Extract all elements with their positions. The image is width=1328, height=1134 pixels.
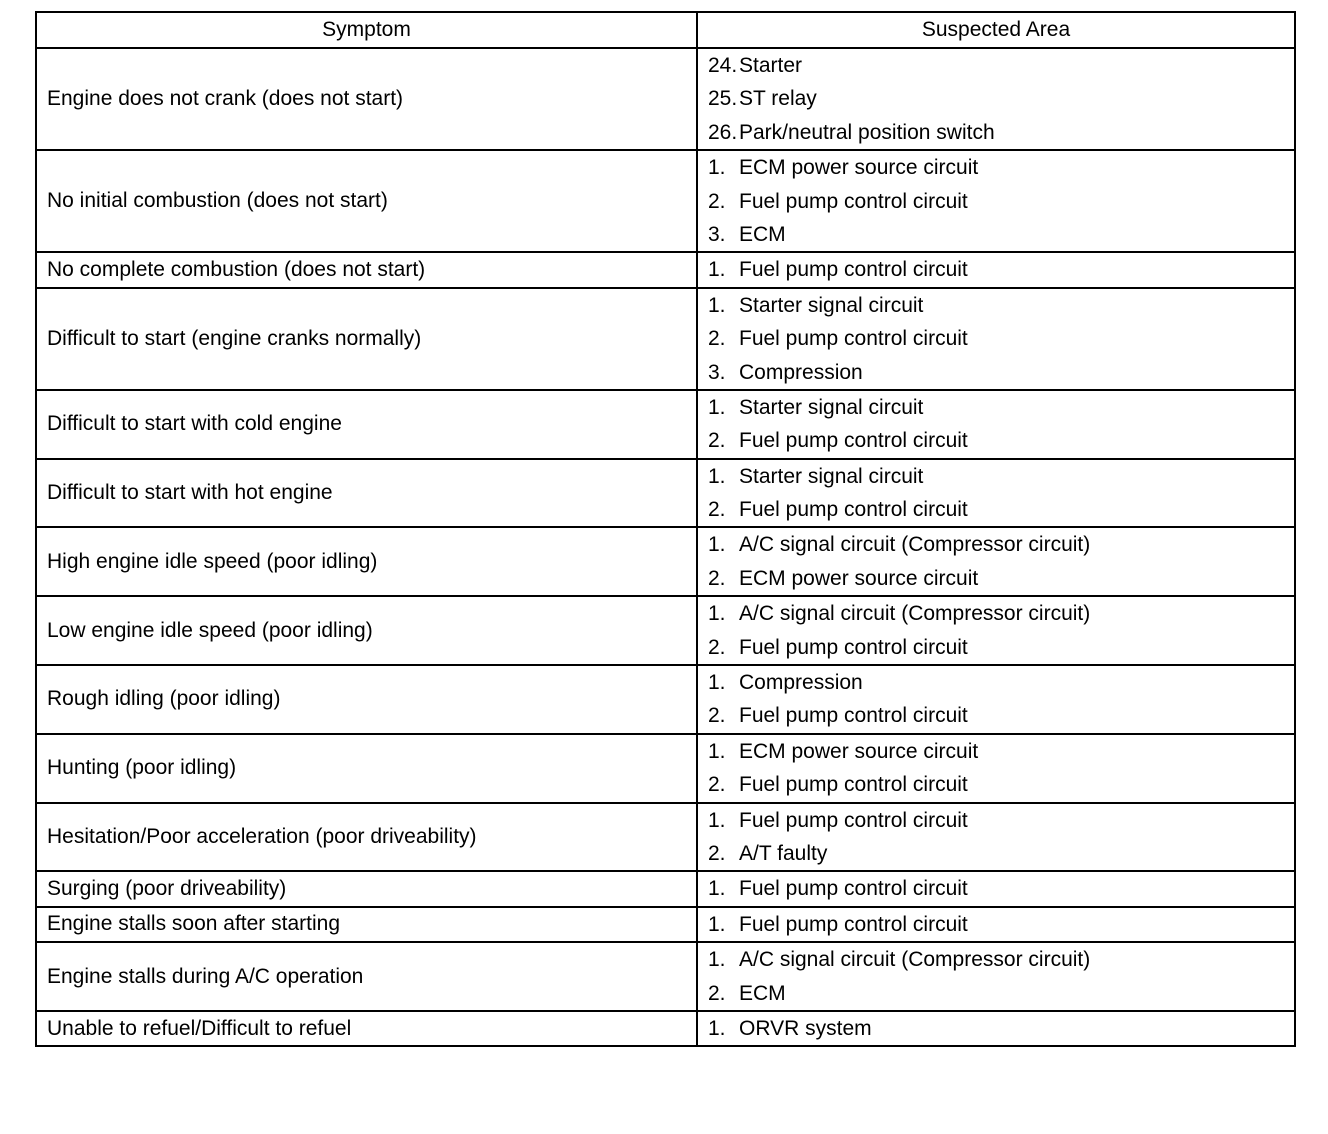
table-row xyxy=(36,150,1295,252)
table-row xyxy=(36,1011,1295,1046)
symptom-cell: No complete combustion (does not start) xyxy=(36,252,697,287)
item-text: Fuel pump control circuit xyxy=(739,912,968,936)
suspected-area-item xyxy=(708,943,1294,976)
table-row xyxy=(36,871,1295,906)
item-text: ECM power source circuit xyxy=(739,156,979,180)
suspected-area-item xyxy=(708,493,1294,526)
table-row xyxy=(36,252,1295,287)
item-text: A/C signal circuit (Compressor circuit) xyxy=(739,602,1091,626)
suspected-area-item xyxy=(708,837,1294,870)
item-number: 2. xyxy=(708,841,726,865)
suspected-area-cell xyxy=(697,1011,1295,1046)
table-row xyxy=(36,527,1295,596)
item-number: 1. xyxy=(708,293,726,317)
item-text: Park/neutral position switch xyxy=(739,120,995,144)
suspected-area-item xyxy=(708,1012,1294,1045)
symptom-cell: Hesitation/Poor acceleration (poor driveability) xyxy=(36,803,697,872)
item-number: 1. xyxy=(708,258,726,282)
item-number: 1. xyxy=(708,877,726,901)
suspected-area-item xyxy=(708,82,1294,115)
item-number: 3. xyxy=(708,222,726,246)
suspected-area-item xyxy=(708,977,1294,1010)
table-row xyxy=(36,734,1295,803)
item-text: Fuel pump control circuit xyxy=(739,258,968,282)
item-text: A/T faulty xyxy=(739,841,828,865)
table-row xyxy=(36,803,1295,872)
symptom-cell: Engine stalls during A/C operation xyxy=(36,942,697,1011)
item-text: Fuel pump control circuit xyxy=(739,189,968,213)
item-number: 2. xyxy=(708,566,726,590)
suspected-area-item xyxy=(708,562,1294,595)
table-row xyxy=(36,596,1295,665)
suspected-area-item xyxy=(708,872,1294,905)
item-number: 1. xyxy=(708,395,726,419)
suspected-area-item xyxy=(708,322,1294,355)
symptom-cell: Difficult to start with hot engine xyxy=(36,459,697,528)
item-number: 1. xyxy=(708,156,726,180)
suspected-area-item xyxy=(708,460,1294,493)
suspected-area-item xyxy=(708,908,1294,941)
symptom-cell: Unable to refuel/Difficult to refuel xyxy=(36,1011,697,1046)
item-text: ECM xyxy=(739,222,786,246)
suspected-area-item xyxy=(708,185,1294,218)
item-number: 2. xyxy=(708,429,726,453)
item-number: 1. xyxy=(708,1016,726,1040)
suspected-area-item xyxy=(708,597,1294,630)
symptom-cell: Hunting (poor idling) xyxy=(36,734,697,803)
item-number: 2. xyxy=(708,189,726,213)
item-text: Fuel pump control circuit xyxy=(739,704,968,728)
suspected-area-item xyxy=(708,735,1294,768)
table-row xyxy=(36,665,1295,734)
item-text: ECM power source circuit xyxy=(739,566,979,590)
symptom-cell: No initial combustion (does not start) xyxy=(36,150,697,252)
table-row xyxy=(36,459,1295,528)
item-text: A/C signal circuit (Compressor circuit) xyxy=(739,533,1091,557)
symptom-cell: Engine stalls soon after starting xyxy=(36,907,697,942)
suspected-area-item xyxy=(708,218,1294,251)
item-number: 1. xyxy=(708,464,726,488)
suspected-area-cell xyxy=(697,48,1295,150)
item-number: 1. xyxy=(708,948,726,972)
suspected-area-cell xyxy=(697,803,1295,872)
item-number: 2. xyxy=(708,704,726,728)
item-number: 1. xyxy=(708,671,726,695)
item-text: ST relay xyxy=(739,87,817,111)
suspected-area-item xyxy=(708,424,1294,457)
table-row xyxy=(36,48,1295,150)
item-text: Compression xyxy=(739,360,863,384)
suspected-area-cell xyxy=(697,390,1295,459)
table-row xyxy=(36,288,1295,390)
item-number: 2. xyxy=(708,773,726,797)
item-text: Fuel pump control circuit xyxy=(739,327,968,351)
suspected-area-cell xyxy=(697,734,1295,803)
suspected-area-cell xyxy=(697,871,1295,906)
table-row xyxy=(36,390,1295,459)
suspected-area-cell xyxy=(697,665,1295,734)
item-text: ORVR system xyxy=(739,1016,872,1040)
table-header-row xyxy=(36,12,1295,48)
symptom-cell: Difficult to start (engine cranks normally) xyxy=(36,288,697,390)
item-number: 2. xyxy=(708,635,726,659)
suspected-area-item xyxy=(708,289,1294,322)
item-text: Fuel pump control circuit xyxy=(739,498,968,522)
item-text: Fuel pump control circuit xyxy=(739,808,968,832)
item-text: Fuel pump control circuit xyxy=(739,635,968,659)
symptom-cell: Rough idling (poor idling) xyxy=(36,665,697,734)
item-number: 1. xyxy=(708,912,726,936)
item-number: 3. xyxy=(708,360,726,384)
table-row xyxy=(36,942,1295,1011)
item-text: Starter signal circuit xyxy=(739,464,924,488)
item-number: 2. xyxy=(708,981,726,1005)
suspected-area-item xyxy=(708,768,1294,801)
header-suspected-area: Suspected Area xyxy=(697,12,1295,48)
suspected-area-item xyxy=(708,528,1294,561)
item-number: 1. xyxy=(708,808,726,832)
item-text: A/C signal circuit (Compressor circuit) xyxy=(739,948,1091,972)
item-text: Fuel pump control circuit xyxy=(739,773,968,797)
suspected-area-cell xyxy=(697,252,1295,287)
suspected-area-item xyxy=(708,666,1294,699)
suspected-area-item xyxy=(708,699,1294,732)
header-symptom: Symptom xyxy=(36,12,697,48)
suspected-area-item xyxy=(708,391,1294,424)
suspected-area-cell xyxy=(697,288,1295,390)
item-number: 26. xyxy=(708,120,738,144)
item-text: Fuel pump control circuit xyxy=(739,429,968,453)
symptom-table xyxy=(35,11,1296,1047)
suspected-area-item xyxy=(708,631,1294,664)
symptom-cell: Surging (poor driveability) xyxy=(36,871,697,906)
suspected-area-cell xyxy=(697,942,1295,1011)
item-number: 1. xyxy=(708,602,726,626)
item-number: 1. xyxy=(708,739,726,763)
item-text: Compression xyxy=(739,671,863,695)
symptom-cell: Difficult to start with cold engine xyxy=(36,390,697,459)
item-text: Starter signal circuit xyxy=(739,395,924,419)
suspected-area-cell xyxy=(697,596,1295,665)
suspected-area-item xyxy=(708,804,1294,837)
item-number: 2. xyxy=(708,327,726,351)
item-text: Fuel pump control circuit xyxy=(739,877,968,901)
symptom-cell: Low engine idle speed (poor idling) xyxy=(36,596,697,665)
item-number: 24. xyxy=(708,54,738,77)
item-number: 2. xyxy=(708,498,726,522)
item-text: ECM xyxy=(739,981,786,1005)
table-row xyxy=(36,907,1295,942)
suspected-area-cell xyxy=(697,150,1295,252)
suspected-area-item xyxy=(708,356,1294,389)
suspected-area-cell xyxy=(697,527,1295,596)
suspected-area-item xyxy=(708,151,1294,184)
symptom-cell: Engine does not crank (does not start) xyxy=(36,48,697,150)
item-number: 25. xyxy=(708,87,738,111)
item-text: Starter signal circuit xyxy=(739,293,924,317)
item-number: 1. xyxy=(708,533,726,557)
suspected-area-item xyxy=(708,253,1294,286)
symptom-cell: High engine idle speed (poor idling) xyxy=(36,527,697,596)
item-text: Starter xyxy=(739,54,803,77)
suspected-area-item xyxy=(708,49,1294,82)
table-body xyxy=(36,48,1295,1046)
suspected-area-cell xyxy=(697,459,1295,528)
item-text: ECM power source circuit xyxy=(739,739,979,763)
suspected-area-cell xyxy=(697,907,1295,942)
suspected-area-item xyxy=(708,116,1294,149)
